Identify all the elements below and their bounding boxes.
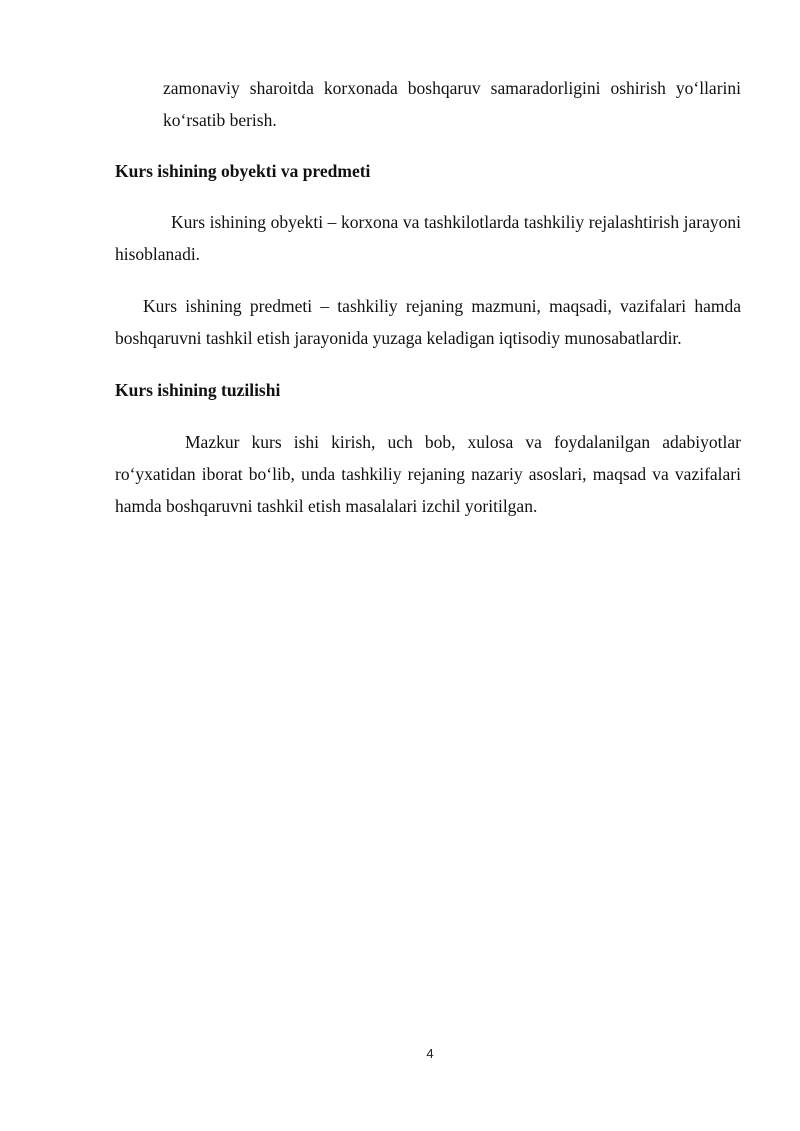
structure-paragraph: Mazkur kurs ishi kirish, uch bob, xulosa va foydalanilgan adabiyotlar ro‘yxatidan iborat bo‘lib, unda tashkiliy rejaning nazariy asoslari, maqsad va vazifalari hamda boshqaruvni tashkil etish masalalari izchil yoritilgan.	[115, 432, 741, 516]
page-number: 4	[426, 1046, 434, 1061]
section-heading-object-subject: Kurs ishining obyekti va predmeti	[115, 161, 371, 181]
intro-continuation-paragraph: zamonaviy sharoitda korxonada boshqaruv samaradorligini oshirish yo‘llarini ko‘rsatib berish.	[163, 78, 741, 130]
object-paragraph: Kurs ishining obyekti – korxona va tashkilotlarda tashkiliy rejalashtirish jarayoni hisoblanadi.	[115, 212, 741, 264]
subject-paragraph: Kurs ishining predmeti – tashkiliy rejaning mazmuni, maqsadi, vazifalari hamda boshqaruvni tashkil etish jarayonida yuzaga keladigan iqtisodiy munosabatlardir.	[115, 296, 741, 348]
section-heading-structure: Kurs ishining tuzilishi	[115, 380, 281, 400]
